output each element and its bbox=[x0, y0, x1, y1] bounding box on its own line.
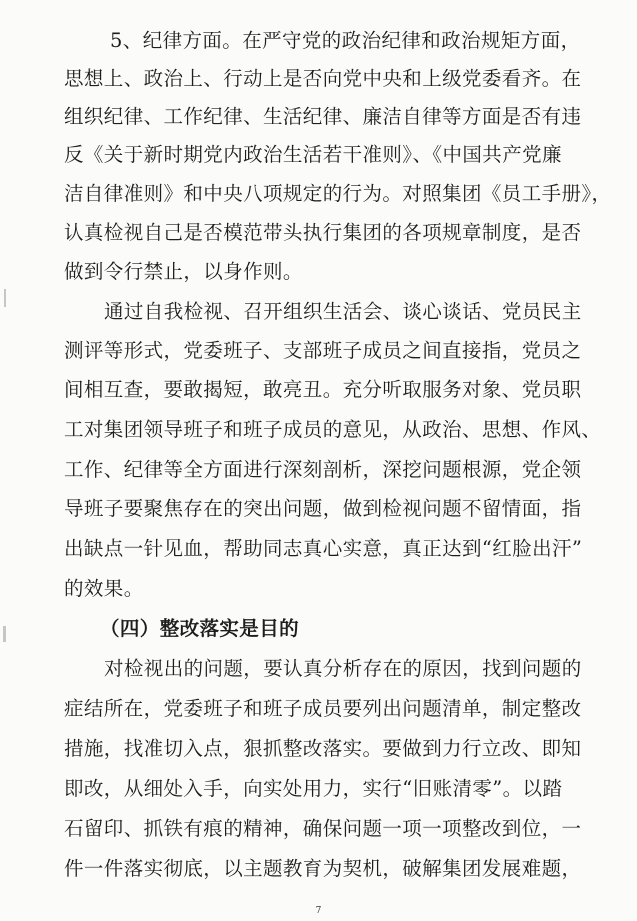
text-line: 件一件落实彻底，以主题教育为契机，破解集团发展难题， bbox=[64, 857, 582, 880]
text-line: 测评等形式，党委班子、支部班子成员之间直接指，党员之 bbox=[64, 339, 582, 362]
page-number: 7 bbox=[315, 906, 322, 916]
text-line: 对检视出的问题，要认真分析存在的原因，找到问题的 bbox=[104, 657, 582, 680]
scan-artifact bbox=[3, 626, 6, 642]
text-line: 导班子要聚焦存在的突出问题，做到检视问题不留情面，指 bbox=[64, 497, 582, 520]
section-heading: （四）整改落实是目的 bbox=[100, 617, 300, 640]
text-line: 5、纪律方面。在严守党的政治纪律和政治规矩方面， bbox=[110, 29, 581, 52]
text-line: 洁自律准则》和中央八项规定的行为。对照集团《员工手册》， bbox=[64, 182, 612, 205]
text-line: 做到令行禁止，以身作则。 bbox=[64, 260, 303, 283]
text-line: 间相互查，要敢揭短，敢亮丑。充分听取服务对象、党员职 bbox=[64, 378, 582, 401]
text-line: 认真检视自己是否模范带头执行集团的各项规章制度，是否 bbox=[64, 221, 582, 244]
text-line: 反《关于新时期党内政治生活若干准则》、《中国共产党廉 bbox=[64, 143, 562, 166]
text-line: 出缺点一针见血，帮助同志真心实意，真正达到“红脸出汗” bbox=[64, 537, 583, 560]
text-line: 症结所在，党委班子和班子成员要列出问题清单，制定整改 bbox=[64, 697, 582, 720]
text-line: 思想上、政治上、行动上是否向党中央和上级党委看齐。在 bbox=[64, 67, 582, 90]
text-line: 通过自我检视、召开组织生活会、谈心谈话、党员民主 bbox=[104, 300, 582, 323]
text-line: 组织纪律、工作纪律、生活纪律、廉洁自律等方面是否有违 bbox=[64, 105, 582, 128]
text-line: 石留印、抓铁有痕的精神，确保问题一项一项整改到位，一 bbox=[64, 817, 582, 840]
text-line: 的效果。 bbox=[64, 577, 144, 600]
text-line: 即改，从细处入手，向实处用力，实行“旧账清零”。以踏 bbox=[64, 777, 563, 800]
text-line: 措施，找准切入点，狠抓整改落实。要做到力行立改、即知 bbox=[64, 737, 582, 760]
text-line: 工作、纪律等全方面进行深刻剖析，深挖问题根源，党企领 bbox=[64, 458, 582, 481]
scan-artifact bbox=[4, 289, 6, 307]
text-line: 工对集团领导班子和班子成员的意见，从政治、思想、作风、 bbox=[64, 418, 602, 441]
